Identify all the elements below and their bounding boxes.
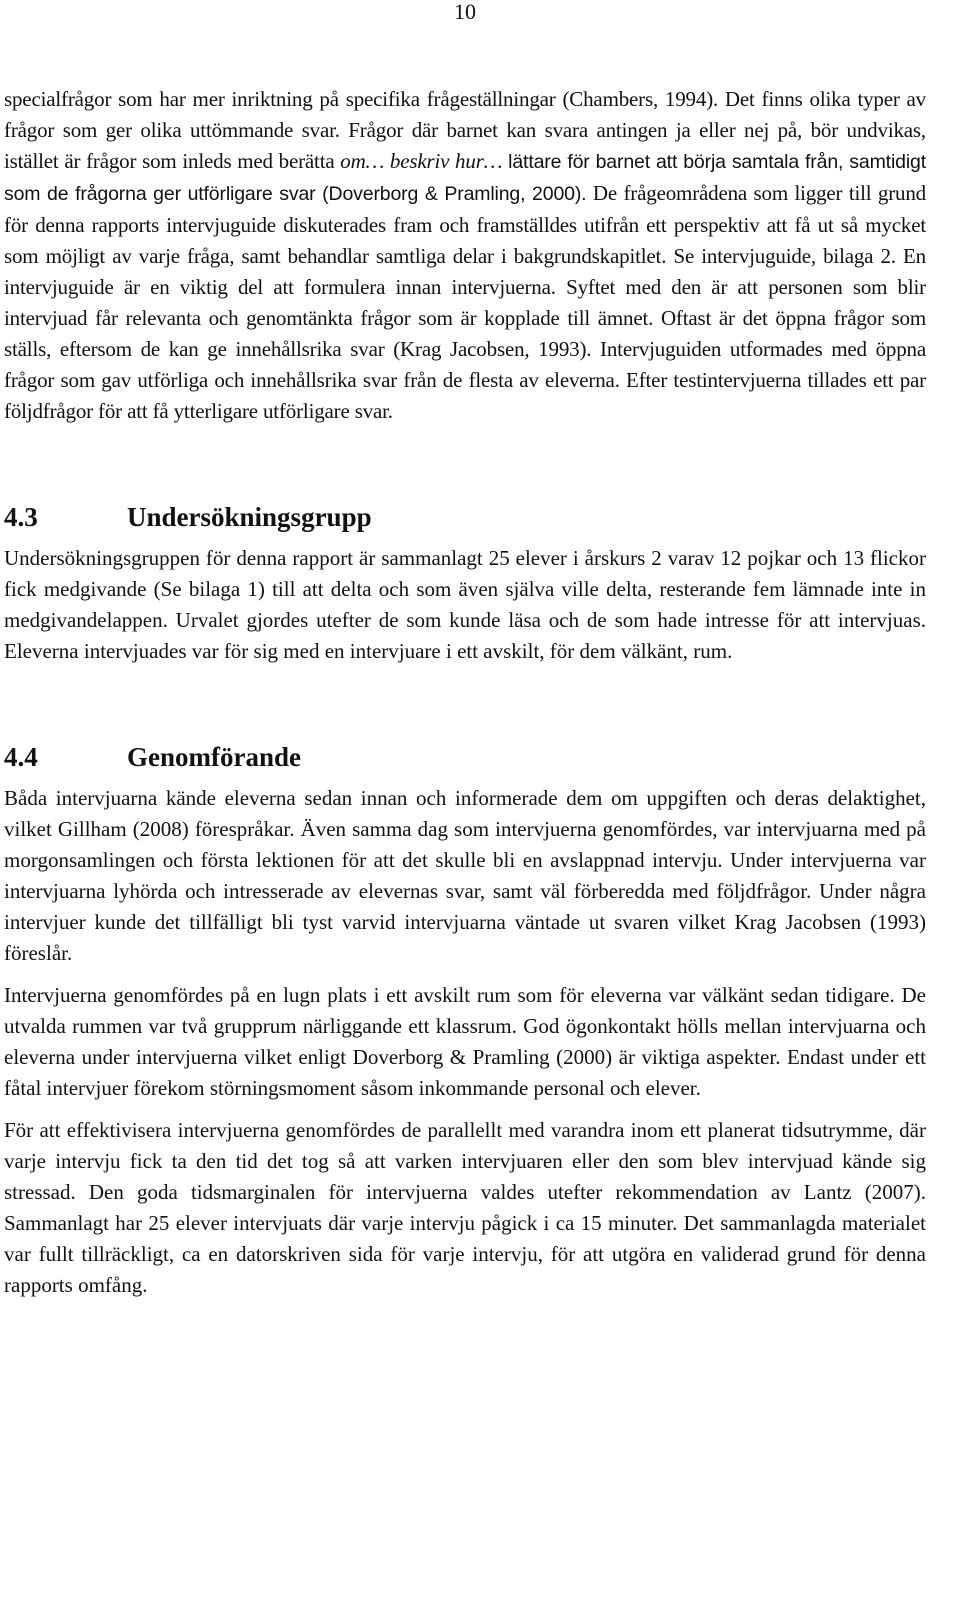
document-body (4, 84, 926, 1301)
intro-text-2: lättare för barnet att börja samtala från, samtidigt som de frågorna ger utförligare svar (Doverborg & Pramling, 2000). (4, 151, 926, 205)
intro-text-3: De frågeområdena som ligger till grund för denna rapports intervjuguide diskuterades fram och framställdes utifrån ett perspektiv att få ut så mycket som möjligt av varje fråga, samt behandlar samtliga delar i bakgrundskapitlet. Se intervjuguide, bilaga 2. En intervjuguide är en viktig del att formulera innan intervjuerna. Syftet med den är att personen som blir intervjuad får relevanta och genomtänkta frågor som är kopplade till ämnet. Oftast är det öppna frågor som ställs, eftersom de kan ge innehållsrika svar (Krag Jacobsen, 1993). Intervjuguiden utformades med öppna frågor som gav utförliga och innehållsrika svar från de flesta av eleverna. Efter testintervjuerna tillades ett par följdfrågor för att få ytterligare utförligare svar. (4, 181, 926, 423)
section-4-3-paragraph: Undersökningsgruppen för denna rapport är sammanlagt 25 elever i årskurs 2 varav 12 pojkar och 13 flickor fick medgivande (Se bilaga 1) till att delta och som även själva ville delta, resterande fem lämnade inte in medgivandelappen. Urvalet gjordes utefter de som kunde läsa och de som hade intresse för att intervjuas. Eleverna intervjuades var för sig med en intervjuare i ett avskilt, för dem välkänt, rum. (4, 546, 926, 663)
section-title: Genomförande (127, 742, 301, 772)
page-number: 10 (454, 0, 476, 24)
intro-emphasis: om… beskriv hur… (340, 149, 503, 173)
section-number: 4.3 (4, 502, 38, 532)
intro-text-1: specialfrågor som har mer inriktning på specifika frågeställningar (Chambers, 1994). Det finns olika typer av frågor som ger olika uttömmande svar. Frågor där barnet kan svara antingen ja eller nej på, bör undvikas, istället är frågor som inleds med berätta (4, 87, 926, 173)
section-4-4-paragraph-1: Båda intervjuarna kände eleverna sedan innan och informerade dem om uppgiften och deras delaktighet, vilket Gillham (2008) förespråkar. Även samma dag som intervjuerna genomfördes, var intervjuarna med på morgonsamlingen och första lektionen för att det skulle bli en avslappnad intervju. Under intervjuerna var intervjuarna lyhörda och intresserade av elevernas svar, samt väl förberedda med följdfrågor. Under några intervjuer kunde det tillfälligt bli tyst varvid intervjuarna väntade ut svaren vilket Krag Jacobsen (1993) föreslår. (4, 786, 926, 965)
intro-paragraph (4, 84, 926, 427)
section-title: Undersökningsgrupp (127, 502, 372, 532)
section-heading-4-3 (4, 500, 926, 534)
section-heading-4-4 (4, 740, 926, 774)
section-4-4-paragraph-2: Intervjuerna genomfördes på en lugn plats i ett avskilt rum som för eleverna var välkänt sedan tidigare. De utvalda rummen var två grupprum närliggande ett klassrum. God ögonkontakt hölls mellan intervjuarna och eleverna under intervjuerna vilket enligt Doverborg & Pramling (2000) är viktiga aspekter. Endast under ett fåtal intervjuer förekom störningsmoment såsom inkommande personal och elever. (4, 983, 926, 1100)
section-number: 4.4 (4, 742, 38, 772)
section-4-4-paragraph-3: För att effektivisera intervjuerna genomfördes de parallellt med varandra inom ett planerat tidsutrymme, där varje intervju fick ta den tid det tog så att varken intervjuaren eller den som blev intervjuad kände sig stressad. Den goda tidsmarginalen för intervjuerna valdes utefter rekommendation av Lantz (2007). Sammanlagt har 25 elever intervjuats där varje intervju pågick i ca 15 minuter. Det sammanlagda materialet var fullt tillräckligt, ca en datorskriven sida för varje intervju, för att utgöra en validerad grund för denna rapports omfång. (4, 1118, 926, 1297)
